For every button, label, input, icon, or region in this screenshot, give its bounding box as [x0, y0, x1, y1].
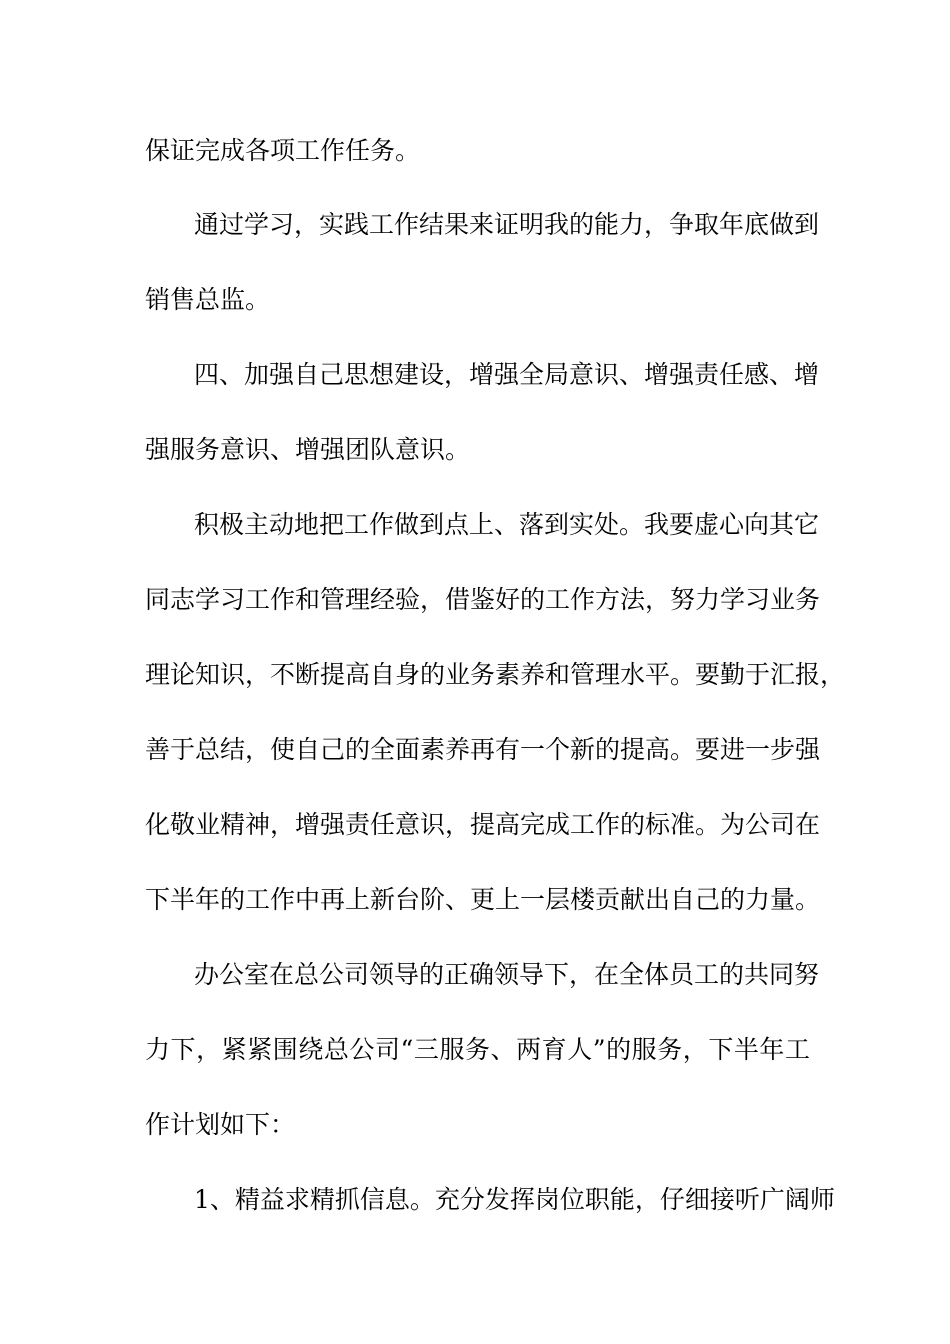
text-line: 强服务意识、增强团队意识。	[145, 435, 471, 464]
paragraph-first-line: 积极主动地把工作做到点上、落到实处。我要虚心向其它	[194, 510, 820, 539]
paragraph-first-line: 办公室在总公司领导的正确领导下，在全体员工的共同努	[194, 960, 820, 989]
paragraph-first-line: 1、精益求精抓信息。充分发挥岗位职能，仔细接听广阔师	[194, 1185, 835, 1214]
text-line: 作计划如下：	[145, 1110, 296, 1139]
text-line: 销售总监。	[145, 285, 271, 314]
text-line: 化敬业精神，增强责任意识，提高完成工作的标准。为公司在	[145, 810, 821, 839]
text-line: 下半年的工作中再上新台阶、更上一层楼贡献出自己的力量。	[145, 885, 821, 914]
text-line: 保证完成各项工作任务。	[145, 136, 421, 165]
paragraph-first-line: 四、加强自己思想建设，增强全局意识、增强责任感、增	[194, 360, 820, 389]
text-line: 同志学习工作和管理经验，借鉴好的工作方法，努力学习业务	[145, 585, 821, 614]
text-line: 善于总结，使自己的全面素养再有一个新的提高。要进一步强	[145, 735, 821, 764]
text-line: 力下，紧紧围绕总公司“三服务、两育人”的服务，下半年工	[145, 1035, 810, 1064]
text-line: 理论知识，不断提高自身的业务素养和管理水平。要勤于汇报，	[145, 660, 846, 689]
paragraph-first-line: 通过学习，实践工作结果来证明我的能力，争取年底做到	[194, 210, 820, 239]
